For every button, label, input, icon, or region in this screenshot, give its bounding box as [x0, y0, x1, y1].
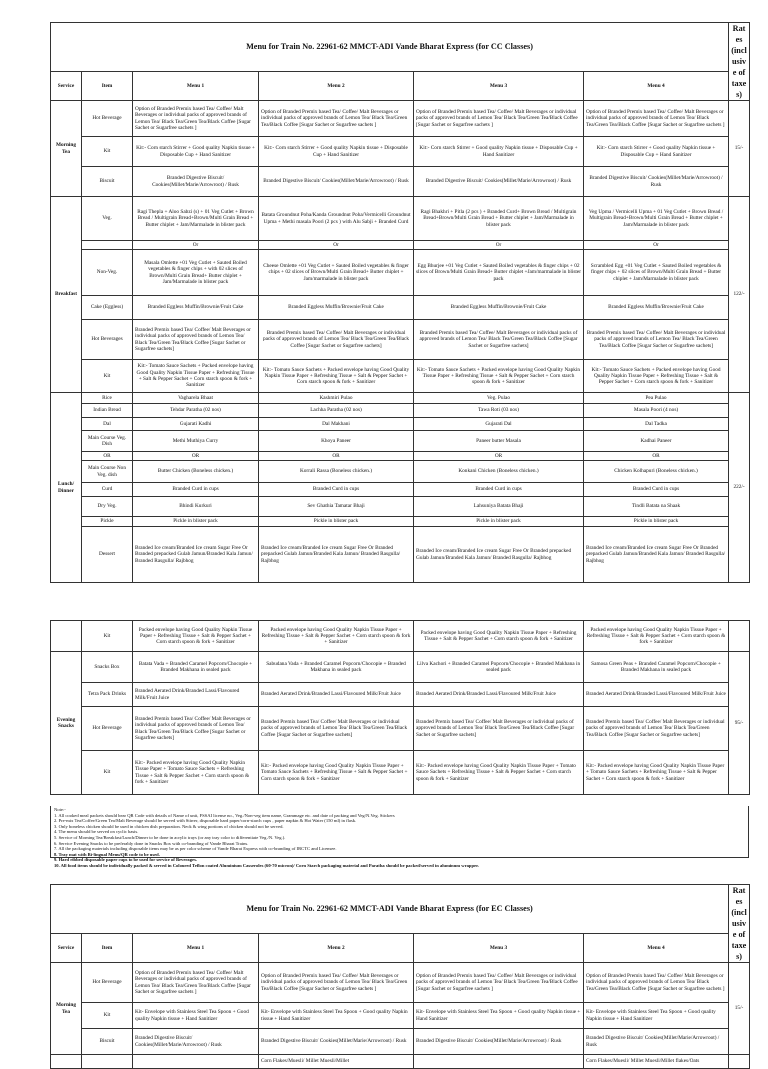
col-menu-3: Menu 3 [414, 71, 584, 101]
menu-cell: Kit:- Tomato Sauce Sachets + Packed envelope having Good Quality Napkin Tissue Paper + Refreshing Tissue + Salt & Pepper Sachet + Corn starch spoon & fork + Sanitizer [584, 360, 729, 393]
menu-cell: Kit:- Corn starch Stirrer + Good quality Napkin tissue + Disposable Cup + Hand Sanitizer [259, 137, 414, 167]
menu-cell: Branded Curd in cups [584, 483, 729, 497]
menu-cell: Branded Ice cream/Branded Ice cream Sugar Free Or Branded prepacked Gulab Jamun/Branded Kala Jamun/ Branded Rasgulla/ Rajbhog [133, 527, 259, 583]
menu-cell: Branded Digestive Biscuit/ Cookies(Millet/Marie/Arrowroot) / Rusk [133, 167, 259, 197]
menu-cell: Dal Makhani [259, 418, 414, 431]
table-row [51, 751, 750, 795]
menu-cell: Branded Digestive Biscuit/ Cookies(Millet/Marie/Arrowroot) / Rusk [414, 167, 584, 197]
menu-cell: Masala Poori (4 nos) [584, 404, 729, 418]
cc-menu-sheet [50, 22, 749, 583]
menu-cell: Kit:- Tomato Sauce Sachets + Packed envelope having Good Quality Napkin Tissue Paper + Refreshing Tissue + Salt & Pepper Sachet + Corn starch spoon & fork + Sanitizer [133, 360, 259, 393]
menu-cell: Kit- Envelope with Stainless Steel Tea Spoon + Good quality Napkin tissue + Hand Sanitizer [259, 1003, 414, 1029]
rate-value [729, 621, 750, 652]
menu-cell: Lilva Kachori + Branded Caramel Popcorn/Chocopie + Branded Makhana in sealed pack [414, 652, 584, 683]
or-cell: OR [259, 452, 414, 461]
menu-cell: Tehdar Paratha (02 nos) [133, 404, 259, 418]
menu-cell: Pickle in blister pack [133, 517, 259, 527]
service-label: Morning Tea [51, 101, 82, 197]
menu-cell: Option of Branded Premix based Tea/ Coffee/ Malt Beverages or individual packs of approved brands of Lemon Tea/ Black Tea/Green Tea/Black Coffee [Sugar Sachet or Sugarfree sachets ] [259, 963, 414, 1003]
menu-cell: Option of Branded Premix based Tea/ Coffee/ Malt Beverages or individual packs of approved brands of Lemon Tea/ Black Tea/Green Tea/Black Coffee [Sugar Sachet or Sugarfree sachets ] [133, 101, 259, 137]
menu-cell: Pickle in blister pack [414, 517, 584, 527]
item-label: Kit [82, 1003, 133, 1029]
or-cell: Or [414, 241, 584, 250]
item-label: Dal [82, 418, 133, 431]
cc-menu-table [50, 22, 750, 583]
menu-cell: Branded Eggless Muffin/Brownie/Fruit Cake [414, 296, 584, 320]
menu-cell: Khoya Paneer [259, 431, 414, 452]
menu-cell: Korrali Rassa (Boneless chicken.) [259, 461, 414, 483]
table-row [51, 418, 750, 431]
menu-cell: Branded Aerated Drink/Branded Lassi/Flavoured Milk/Fruit Juice [414, 683, 584, 707]
menu-cell: Veg. Pulao [414, 393, 584, 404]
menu-cell: Ragi Thepla + Aloo Sabzi (s) + 01 Veg Cutlet + Brown Bread / Multigrain Bread+Brown/Multi Grain Bread + Butter chiplet + Jam/Marmalade in blister pack [133, 197, 259, 241]
item-label: Hot Beverage [82, 963, 133, 1003]
menu-cell: Option of Branded Premix based Tea/ Coffee/ Malt Beverages or individual packs of approved brands of Lemon Tea/ Black Tea/Green Tea/Black Coffee [Sugar Sachet or Sugarfree sachets ] [414, 963, 584, 1003]
menu-cell: Branded Eggless Muffin/Brownie/Fruit Cake [584, 296, 729, 320]
item-label: OR [82, 452, 133, 461]
menu-cell: Pickle in blister pack [259, 517, 414, 527]
table-row [51, 483, 750, 497]
table-row [51, 1029, 750, 1055]
menu-cell: Kit- Envelope with Stainless Steel Tea Spoon + Good quality Napkin tissue + Hand Sanitizer [584, 1003, 729, 1029]
table-row [51, 1055, 750, 1069]
menu-cell: Packed envelope having Good Quality Napkin Tissue Paper + Refreshing Tissue + Salt & Pepper Sachet + Corn starch spoon & fork + Sanitizer [414, 621, 584, 652]
menu-cell: Branded Ice cream/Branded Ice cream Sugar Free Or Branded prepacked Gulab Jamun/Branded Kala Jamun/ Branded Rasgulla/ Rajbhog [414, 527, 584, 583]
table-row [51, 137, 750, 167]
menu-cell: Option of Branded Premix based Tea/ Coffee/ Malt Beverages or individual packs of approved brands of Lemon Tea/ Black Tea/Green Tea/Black Coffee [Sugar Sachet or Sugarfree sachets ] [133, 963, 259, 1003]
menu-cell: Branded Aerated Drink/Branded Lassi/Flavoured Milk/Fruit Juice [259, 683, 414, 707]
table-row [51, 404, 750, 418]
menu-cell: Egg Bhurjee +01 Veg Cutlet + Sauted Boiled vegetables & finger chips + 02 slices of Brown/Multi Grain Bread+ Butter chiplet +Jam/marmalade in blister pack [414, 250, 584, 296]
item-label: Main Course Non Veg. dish [82, 461, 133, 483]
table-row [51, 167, 750, 197]
table-row [51, 431, 750, 452]
item-label: Biscuit [82, 1029, 133, 1055]
table-row [51, 963, 750, 1003]
item-label [82, 241, 133, 250]
item-label: Non-Veg. [82, 250, 133, 296]
menu-cell: Branded Eggless Muffin/Brownie/Fruit Cake [259, 296, 414, 320]
item-label: Kit [82, 137, 133, 167]
note-item: 2. Pre-mix Tea/Coffee/Green Tea/Malt Beverage should be served with Stirrer, disposable hard paper/corn-starch cups , paper napkin & Hot Water (150 ml) in flask. [54, 818, 357, 824]
menu-cell: Kadhai Paneer [584, 431, 729, 452]
menu-cell: Gujarati Kadhi [133, 418, 259, 431]
rate-value: 15/- [729, 963, 750, 1055]
or-cell: OR [133, 452, 259, 461]
or-cell: OR [414, 452, 584, 461]
col-menu-4: Menu 4 [584, 933, 729, 963]
menu-cell: Kit:- Packed envelope having Good Quality Napkin Tissue Paper + Tomato Sauce Sachets + Refreshing Tissue + Salt & Pepper Sachet + Corn starch spoon & fork + Sanitizer [259, 751, 414, 795]
table-row [51, 652, 750, 683]
menu-cell: Chicken Kolhapuri (Boneless chicken.) [584, 461, 729, 483]
service-label: Lunch/ Dinner [51, 393, 82, 583]
table-row [51, 452, 750, 461]
menu-cell: Branded Ice cream/Branded Ice cream Sugar Free Or Branded prepacked Gulab Jamun/Branded Kala Jamun/ Branded Rasgulla/ Rajbhog [584, 527, 729, 583]
menu-cell: Kit:- Tomato Sauce Sachets + Packed envelope having Good Quality Napkin Tissue Paper + Refreshing Tissue + Salt & Pepper Sachet + Corn starch spoon & fork + Sanitizer [259, 360, 414, 393]
menu-cell: Option of Branded Premix based Tea/ Coffee/ Malt Beverages or individual packs of approved brands of Lemon Tea/ Black Tea/Green Tea/Black Coffee [Sugar Sachet or Sugarfree sachets ] [414, 101, 584, 137]
cc-menu-table-continued [50, 620, 750, 795]
col-menu-2: Menu 2 [259, 71, 414, 101]
menu-cell: Option of Branded Premix based Tea/ Coffee/ Malt Beverages or individual packs of approved brands of Lemon Tea/ Black Tea/Green Tea/Black Coffee [Sugar Sachet or Sugarfree sachets ] [584, 963, 729, 1003]
menu-cell: Packed envelope having Good Quality Napkin Tissue Paper + Refreshing Tissue + Salt & Pepper Sachet + Corn starch spoon & fork + Sanitizer [584, 621, 729, 652]
col-menu-1: Menu 1 [133, 933, 259, 963]
menu-cell: Branded Digestive Biscuit/ Cookies(Millet/Marie/Arrowroot) / Rusk [259, 1029, 414, 1055]
col-item: Item [82, 71, 133, 101]
menu-cell: Branded Digestive Biscuit/ Cookies(Millet/Marie/Arrowroot) / Rusk [584, 1029, 729, 1055]
menu-cell: Packed envelope having Good Quality Napkin Tissue Paper + Refreshing Tissue + Salt & Pepper Sachet + Corn starch spoon & fork + Sanitizer [259, 621, 414, 652]
col-service: Service [51, 933, 82, 963]
menu-cell: Ragi Bhakhri + Pitla (2 pcs ) + Branded Curd+ Brown Bread / Multigrain Bread+Brown/Multi Grain Bread + Butter chiplet + Jam/Marmalade in blister pack [414, 197, 584, 241]
note-item: 7. All the packaging materials including disposable items may be as per color scheme of Vande Bharat Express with co-branding of IRCTC and Licensee. [54, 846, 337, 852]
menu-cell: Kit:- Tomato Sauce Sachets + Packed envelope having Good Quality Napkin Tissue Paper + Refreshing Tissue + Salt & Pepper Sachet + Corn starch spoon & fork + Sanitizer [414, 360, 584, 393]
menu-cell: Branded Aerated Drink/Branded Lassi/Flavoured Milk/Fruit Juice [584, 683, 729, 707]
menu-cell: Branded Aerated Drink/Branded Lassi/Flavoured Milk/Fruit Juice [133, 683, 259, 707]
menu-cell: Branded Curd in cups [133, 483, 259, 497]
menu-cell: Veg Upma / Vermicelli Upma + 01 Veg Cutlet + Brown Bread / Multigrain Bread+Brown/Multi Grain Bread + Butter chiplet + Jam/Marmalade in blister pack [584, 197, 729, 241]
table-row [51, 393, 750, 404]
menu-cell: Branded Digestive Biscuit/ Cookies(Millet/Marie/Arrowroot) / Rusk [259, 167, 414, 197]
menu-cell: Sabudana Vada + Branded Caramel Popcorn/Chocopie + Branded Makhana in sealed pack [259, 652, 414, 683]
item-label: Cake (Eggless) [82, 296, 133, 320]
menu-cell: Branded Premix based Tea/ Coffee/ Malt Beverages or individual packs of approved brands of Lemon Tea/ Black Tea/Green Tea/Black Coffee [Sugar Sachet or Sugarfree sachets] [584, 707, 729, 751]
table-row [51, 517, 750, 527]
table-row [51, 250, 750, 296]
note-item: 4. The menu should be served on cyclic basis. [54, 829, 139, 835]
item-label: Veg. [82, 197, 133, 241]
menu-cell: Branded Digestive Biscuit/ Cookies(Millet/Marie/Arrowroot) / Rusk [133, 1029, 259, 1055]
menu-cell: Lachha Paratha (02 nos) [259, 404, 414, 418]
col-item: Item [82, 933, 133, 963]
note-item-bold: 8. Tray mat with Bi-lingual Menu/QR code to be used. [54, 851, 160, 857]
menu-cell: Pickle in blister pack [584, 517, 729, 527]
table-row [51, 527, 750, 583]
menu-cell: Kit:- Corn starch Stirrer + Good quality Napkin tissue + Disposable Cup + Hand Sanitizer [584, 137, 729, 167]
menu-cell: Branded Premix based Tea/ Coffee/ Malt Beverages or individual packs of approved brands of Lemon Tea/ Black Tea/Green Tea/Black Coffee [Sugar Sachet or Sugarfree sachets] [133, 320, 259, 360]
menu-cell: Konkani Chicken (Boneless chicken.) [414, 461, 584, 483]
note-item-bold: 10. All food items should be individually packed & served in Coloured Teflon coated Aluminium Casseroles (60-70 micron)/ Corn Starch packaging material and Paratha should be packed/served in aluminum wrapper. [54, 862, 479, 868]
or-cell: OR [584, 452, 729, 461]
col-menu-3: Menu 3 [414, 933, 584, 963]
cc-menu-continued [50, 620, 749, 795]
table-row [51, 707, 750, 751]
item-label: Hot Beverage [82, 707, 133, 751]
menu-cell: Vagharela Bhaat [133, 393, 259, 404]
table-row [51, 621, 750, 652]
rate-value: 222/- [729, 393, 750, 583]
menu-cell: Batata Groundnut Poha/Kanda Groundnut Poha/Vermicelli Groundnut Upma + Methi masala Poori (2 pcs ) with Alu Sabji + Branded Curd [259, 197, 414, 241]
or-cell: Or [259, 241, 414, 250]
menu-cell: Branded Premix based Tea/ Coffee/ Malt Beverages or individual packs of approved brands of Lemon Tea/ Black Tea/Green Tea/Black Coffee [Sugar Sachet or Sugarfree sachets] [133, 707, 259, 751]
table-row [51, 296, 750, 320]
menu-cell: Paneer butter Masala [414, 431, 584, 452]
menu-cell: Methi Muthiya Curry [133, 431, 259, 452]
menu-cell: Branded Premix based Tea/ Coffee/ Malt Beverages or individual packs of approved brands of Lemon Tea/ Black Tea/Green Tea/Black Coffee [Sugar Sachet or Sugarfree sachets] [414, 707, 584, 751]
menu-cell: Scrambled Egg +01 Veg Cutlet + Sauted Boiled vegetables & finger chips + 02 slices of Brown/Multi Grain Bread + Butter chiplet + Jam/Marmalade in blister pack [584, 250, 729, 296]
table-row [51, 197, 750, 241]
col-menu-4: Menu 4 [584, 71, 729, 101]
menu-cell: Masala Omlette +01 Veg Cutlet + Sauted Boiled vegetables & finger chips + with 02 slices of Brown/Multi Grain Bread+ Butter chiplet + Jam/Marmalade in blister pack [133, 250, 259, 296]
item-label: Kit [82, 621, 133, 652]
rate-value [729, 1055, 750, 1069]
menu-cell [414, 1055, 584, 1069]
rate-value: 95/- [729, 652, 750, 795]
menu-cell: Branded Ice cream/Branded Ice cream Sugar Free Or Branded prepacked Gulab Jamun/Branded Kala Jamun/ Branded Rasgulla/ Rajbhog [259, 527, 414, 583]
menu-cell: Kit:- Corn starch Stirrer + Good quality Napkin tissue + Disposable Cup + Hand Sanitizer [133, 137, 259, 167]
menu-cell: Branded Premix based Tea/ Coffee/ Malt Beverages or individual packs of approved brands of Lemon Tea/ Black Tea/Green Tea/Black Coffee [Sugar Sachet or Sugarfree sachets] [259, 707, 414, 751]
menu-cell: Cheese Omlette +01 Veg Cutlet + Sauted Boiled vegetables & finger chips + 02 slices of Brown/Multi Grain Bread+ Butter chiplet + Jam/marmalade in blister pack [259, 250, 414, 296]
table-row [51, 1003, 750, 1029]
menu-cell: Tindli Batata na Shaak [584, 497, 729, 517]
item-label: Hot Beverage [82, 101, 133, 137]
note-item: 6. Service Evening Snacks to be preferably done in Snacks Box with co-branding of Vande Bharat Trains. [54, 840, 249, 846]
ec-title: Menu for Train No. 22961-62 MMCT-ADI Vande Bharat Express (for EC Classes) [51, 885, 729, 934]
menu-cell: Branded Digestive Biscuit/ Cookies(Millet/Marie/Arrowroot) / Rusk [414, 1029, 584, 1055]
menu-cell: Branded Premix based Tea/ Coffee/ Malt Beverages or individual packs of approved brands of Lemon Tea/ Black Tea/Green Tea/Black Coffee [Sugar Sachet or Sugarfree sachets] [414, 320, 584, 360]
item-label: Indian Bread [82, 404, 133, 418]
item-label: Tetra Pack Drinks [82, 683, 133, 707]
col-menu-1: Menu 1 [133, 71, 259, 101]
or-cell: Or [133, 241, 259, 250]
menu-cell: Branded Curd in cups [259, 483, 414, 497]
table-row [51, 497, 750, 517]
table-row [51, 683, 750, 707]
menu-cell: Tawa Roti (03 nos) [414, 404, 584, 418]
menu-cell: Butter Chicken (Boneless chicken.) [133, 461, 259, 483]
item-label: Kit [82, 360, 133, 393]
item-label: Hot Beverages [82, 320, 133, 360]
menu-cell: Corn Flakes/Muesli/ Millet Muesli/Millet flakes/Oats [584, 1055, 729, 1069]
item-label: Biscuit [82, 167, 133, 197]
item-label: Kit [82, 751, 133, 795]
item-label [82, 1055, 133, 1069]
menu-cell: Option of Branded Premix based Tea/ Coffee/ Malt Beverages or individual packs of approved brands of Lemon Tea/ Black Tea/Green Tea/Black Coffee [Sugar Sachet or Sugarfree sachets ] [584, 101, 729, 137]
menu-cell: Branded Premix based Tea/ Coffee/ Malt Beverages or individual packs of approved brands of Lemon Tea/ Black Tea/Green Tea/Black Coffee [Sugar Sachet or Sugarfree sachets] [584, 320, 729, 360]
menu-cell: Kit- Envelope with Stainless Steel Tea Spoon + Good quality Napkin tissue + Hand Sanitizer [133, 1003, 259, 1029]
cc-title: Menu for Train No. 22961-62 MMCT-ADI Vande Bharat Express (for CC Classes) [51, 23, 729, 72]
service-label [51, 1055, 82, 1069]
table-row [51, 320, 750, 360]
item-label: Rice [82, 393, 133, 404]
menu-cell: Kit- Envelope with Stainless Steel Tea Spoon + Good quality Napkin tissue + Hand Sanitizer [414, 1003, 584, 1029]
menu-cell: Kit:- Packed envelope having Good Quality Napkin Tissue Paper + Tomato Sauce Sachets + Refreshing Tissue + Salt & Pepper Sachet + Corn starch spoon & fork + Sanitizer [414, 751, 584, 795]
col-menu-2: Menu 2 [259, 933, 414, 963]
ec-menu-table [50, 884, 750, 1069]
menu-cell: Packed envelope having Good Quality Napkin Tissue Paper + Refreshing Tissue + Salt & Pepper Sachet + Corn starch spoon & fork + Sanitizer [133, 621, 259, 652]
menu-cell: Option of Branded Premix based Tea/ Coffee/ Malt Beverages or individual packs of approved brands of Lemon Tea/ Black Tea/Green Tea/Black Coffee [Sugar Sachet or Sugarfree sachets ] [259, 101, 414, 137]
menu-cell: Pea Pulao [584, 393, 729, 404]
service-label: Evening Snacks [51, 652, 82, 795]
note-item: 1. All cooked meal packets should bear QR Code with details of Name of unit, FSSAI license no., Veg./Non-veg item name, Grammage etc. and date of packing and Veg/N.Veg. Stickers [54, 812, 395, 818]
service-label [51, 621, 82, 652]
service-label: Breakfast [51, 197, 82, 393]
table-row [51, 101, 750, 137]
item-label: Dry Veg. [82, 497, 133, 517]
col-service: Service [51, 71, 82, 101]
item-label: Dessert [82, 527, 133, 583]
ec-menu-sheet [50, 884, 749, 1069]
menu-cell: Corn Flakes/Muesli/ Millet Muesli/Millet [259, 1055, 414, 1069]
service-label: Morning Tea [51, 963, 82, 1055]
note-item: 5. Service of Morning Tea/Breakfast/Lunch/Dinner to be done in acrylic trays (or any tray color to differentiate Veg./N. Veg.). [54, 834, 286, 840]
menu-cell: Gujarati Dal [414, 418, 584, 431]
menu-cell: Sev Ghathia Tamatar Bhaji [259, 497, 414, 517]
note-item-bold: 9. Hard ribbed disposable paper cups to be used for service of Beverages. [54, 857, 198, 863]
menu-cell: Samosa Green Peas + Branded Caramel Popcorn/Chocopie + Branded Makhana in sealed pack [584, 652, 729, 683]
table-row [51, 461, 750, 483]
menu-cell: Branded Curd in cups [414, 483, 584, 497]
menu-cell: Kashmiri Pulao [259, 393, 414, 404]
table-row [51, 241, 750, 250]
item-label: Main Course Veg. Dish [82, 431, 133, 452]
menu-cell: Branded Eggless Muffin/Brownie/Fruit Cake [133, 296, 259, 320]
menu-cell: Kit:- Corn starch Stirrer + Good quality Napkin tissue + Disposable Cup + Hand Sanitizer [414, 137, 584, 167]
menu-cell [133, 1055, 259, 1069]
menu-cell: Batata Vada + Branded Caramel Popcorn/Chocopie + Branded Makhana in sealed pack [133, 652, 259, 683]
menu-cell: Bhindi Kurkuri [133, 497, 259, 517]
item-label: Snacks Box [82, 652, 133, 683]
rate-value: 122/- [729, 197, 750, 393]
menu-cell: Kit:- Packed envelope having Good Quality Napkin Tissue Paper + Tomato Sauce Sachets + Refreshing Tissue + Salt & Pepper Sachet + Corn starch spoon & fork + Sanitizer [584, 751, 729, 795]
item-label: Pickle [82, 517, 133, 527]
menu-cell: Dal Tadka [584, 418, 729, 431]
cc-rates-header: Rates (inclusive of taxes) [729, 23, 750, 101]
menu-cell: Branded Premix based Tea/ Coffee/ Malt Beverages or individual packs of approved brands of Lemon Tea/ Black Tea/Green Tea/Black Coffee [Sugar Sachet or Sugarfree sachets] [259, 320, 414, 360]
item-label: Curd [82, 483, 133, 497]
notes-section [50, 806, 749, 868]
note-item: 3. Only boneless chicken should be used in chicken dish preparation. Neck & wing portions of chicken should not be served. [54, 823, 284, 829]
menu-cell: Kit:- Packed envelope having Good Quality Napkin Tissue Paper + Tomato Sauce Sachets + Refreshing Tissue + Salt & Pepper Sachet + Corn starch spoon & fork + Sanitizer [133, 751, 259, 795]
table-row [51, 360, 750, 393]
ec-rates-header: Rates (inclusive of taxes) [729, 885, 750, 963]
rate-value: 15/- [729, 101, 750, 197]
menu-cell: Branded Digestive Biscuit/ Cookies(Millet/Marie/Arrowroot) / Rusk [584, 167, 729, 197]
menu-cell: Lahsuniya Batata Bhaji [414, 497, 584, 517]
notes-heading: Note:- [54, 807, 66, 812]
or-cell: Or [584, 241, 729, 250]
